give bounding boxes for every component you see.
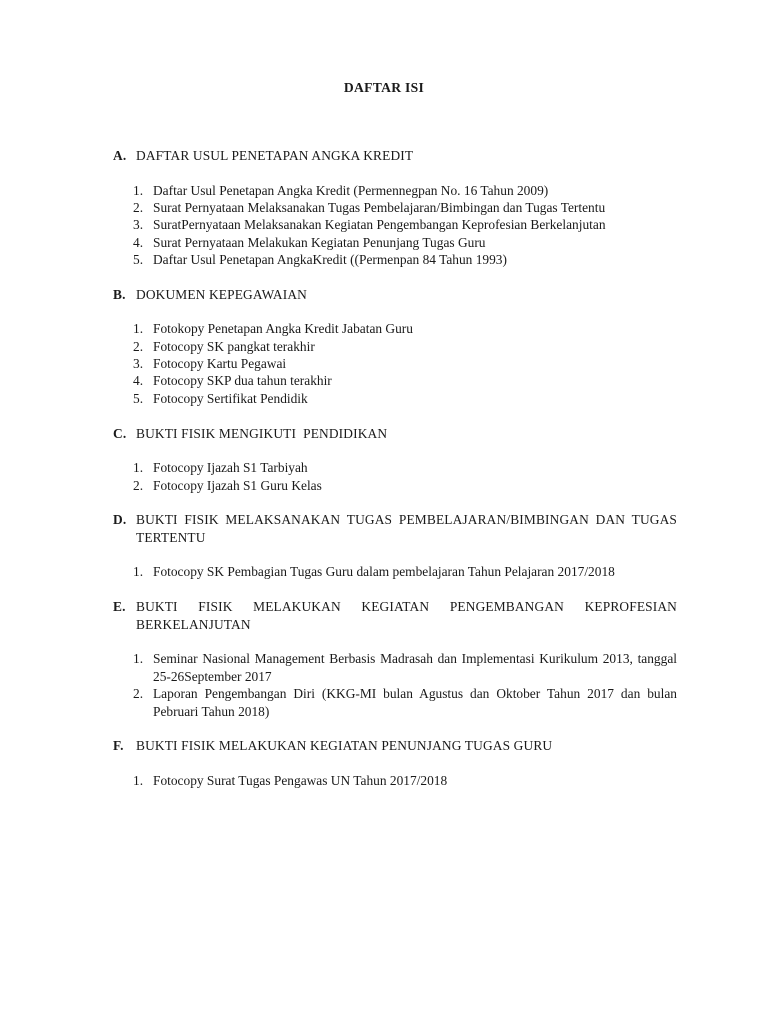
item-text: Seminar Nasional Management Berbasis Madrasah dan Implementasi Kurikulum 2013, tanggal 25-26September 2017 (153, 651, 677, 684)
item-text: Surat Pernyataan Melakukan Kegiatan Penunjang Tugas Guru (153, 235, 486, 250)
section-c-heading (113, 425, 677, 443)
section-title: DAFTAR USUL PENETAPAN ANGKA KREDIT (136, 148, 414, 163)
list-item (133, 650, 677, 685)
section-letter: B. (113, 287, 126, 302)
section-d-heading (113, 511, 677, 546)
item-text: Daftar Usul Penetapan Angka Kredit (Permennegpan No. 16 Tahun 2009) (153, 183, 549, 198)
list-item (133, 182, 677, 200)
item-text: Fotocopy SKP dua tahun terakhir (153, 373, 332, 388)
item-number: 5. (133, 391, 144, 406)
list-item (133, 234, 677, 252)
item-number: 4. (133, 373, 144, 388)
section-title: BUKTI FISIK MELAKUKAN KEGIATAN PENGEMBANGAN KEPROFESIAN BERKELANJUTAN (136, 599, 677, 632)
section-letter: A. (113, 148, 127, 163)
item-text: Fotocopy SK pangkat terakhir (153, 339, 315, 354)
item-number: 1. (133, 564, 144, 579)
section-letter: D. (113, 512, 127, 527)
list-item (133, 772, 677, 790)
item-text: Fotocopy Sertifikat Pendidik (153, 391, 308, 406)
section-a-heading (113, 147, 677, 165)
section-letter: F. (113, 738, 124, 753)
item-number: 1. (133, 773, 144, 788)
list-item (133, 459, 677, 477)
list-item (133, 372, 677, 390)
item-number: 5. (133, 252, 144, 267)
list-item (133, 390, 677, 408)
section-b-heading (113, 286, 677, 304)
item-text: Fotocopy SK Pembagian Tugas Guru dalam pembelajaran Tahun Pelajaran 2017/2018 (153, 564, 615, 579)
list-item (133, 320, 677, 338)
item-text: SuratPernyataan Melaksanakan Kegiatan Pengembangan Keprofesian Berkelanjutan (153, 217, 606, 232)
section-f-heading (113, 737, 677, 755)
item-number: 3. (133, 356, 144, 371)
item-text: Fotocopy Kartu Pegawai (153, 356, 287, 371)
item-number: 2. (133, 686, 144, 701)
item-number: 2. (133, 339, 144, 354)
item-number: 2. (133, 478, 144, 493)
item-text: Fotocopy Ijazah S1 Guru Kelas (153, 478, 322, 493)
section-title: DOKUMEN KEPEGAWAIAN (136, 287, 308, 302)
list-item (133, 338, 677, 356)
section-e-heading (113, 598, 677, 633)
list-item (133, 251, 677, 269)
item-number: 1. (133, 460, 144, 475)
item-number: 4. (133, 235, 144, 250)
item-number: 3. (133, 217, 144, 232)
list-item (133, 477, 677, 495)
list-item (133, 563, 677, 581)
item-text: Laporan Pengembangan Diri (KKG-MI bulan Agustus dan Oktober Tahun 2017 dan bulan Pebruari Tahun 2018) (153, 686, 677, 719)
item-text: Daftar Usul Penetapan AngkaKredit ((Permenpan 84 Tahun 1993) (153, 252, 507, 267)
item-text: Fotocopy Ijazah S1 Tarbiyah (153, 460, 308, 475)
page-title: DAFTAR ISI (343, 80, 425, 95)
item-number: 1. (133, 651, 144, 666)
item-number: 1. (133, 321, 144, 336)
item-text: Fotokopy Penetapan Angka Kredit Jabatan Guru (153, 321, 413, 336)
item-text: Surat Pernyataan Melaksanakan Tugas Pembelajaran/Bimbingan dan Tugas Tertentu (153, 200, 606, 215)
section-letter: C. (113, 426, 127, 441)
list-item (133, 685, 677, 720)
item-number: 1. (133, 183, 144, 198)
section-title: BUKTI FISIK MELAKUKAN KEGIATAN PENUNJANG TUGAS GURU (136, 738, 553, 753)
section-title: BUKTI FISIK MENGIKUTI PENDIDIKAN (136, 426, 388, 441)
section-letter: E. (113, 599, 126, 614)
list-item (133, 216, 677, 234)
section-title: BUKTI FISIK MELAKSANAKAN TUGAS PEMBELAJARAN/BIMBINGAN DAN TUGAS TERTENTU (136, 512, 677, 545)
list-item (133, 199, 677, 217)
item-number: 2. (133, 200, 144, 215)
list-item (133, 355, 677, 373)
item-text: Fotocopy Surat Tugas Pengawas UN Tahun 2017/2018 (153, 773, 448, 788)
